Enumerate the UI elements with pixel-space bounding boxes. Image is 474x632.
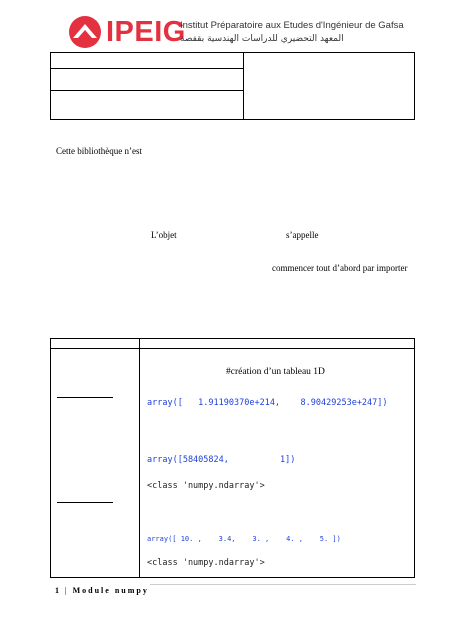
info-table-left-column xyxy=(51,53,244,119)
footer-title: Module numpy xyxy=(72,586,149,595)
institute-name-arabic: المعهد التحضيري للدراسات الهندسية بقفصة xyxy=(180,34,344,44)
body-text-line1: Cette bibliothèque n’est xyxy=(56,146,142,156)
info-cell-2 xyxy=(51,69,243,91)
body-text-objet: L’objet xyxy=(151,230,177,240)
output-array-1: array([ 1.91190370e+214, 8.90429253e+247]) xyxy=(147,398,388,408)
blank-rule-1 xyxy=(57,397,113,398)
blank-rule-2 xyxy=(57,502,113,503)
info-table xyxy=(50,52,415,120)
output-array-2: array([58405824, 1]) xyxy=(147,455,296,465)
code-comment: #création d’un tableau 1D xyxy=(226,367,325,377)
code-table-column-divider xyxy=(139,339,140,577)
body-text-appelle: s’appelle xyxy=(286,230,319,240)
footer-rule xyxy=(150,584,416,585)
page-header xyxy=(66,14,436,54)
output-class-2: <class 'numpy.ndarray'> xyxy=(147,558,265,568)
output-array-3: array([ 10. , 3.4, 3. , 4. , 5. ]) xyxy=(147,535,341,543)
page-number: 1 xyxy=(55,586,61,595)
body-text-importer: commencer tout d’abord par importer xyxy=(272,263,408,273)
code-table xyxy=(50,338,415,578)
output-class-1: <class 'numpy.ndarray'> xyxy=(147,481,265,491)
institute-name-french: Institut Préparatoire aux Etudes d'Ingénieur de Gafsa xyxy=(180,20,404,31)
code-table-header-row xyxy=(51,339,414,349)
ipeig-logo-icon xyxy=(66,14,104,50)
footer-separator: | xyxy=(65,586,69,595)
page-footer xyxy=(55,586,149,595)
info-cell-1 xyxy=(51,53,243,69)
logo-wordmark: IPEIG xyxy=(106,16,186,48)
